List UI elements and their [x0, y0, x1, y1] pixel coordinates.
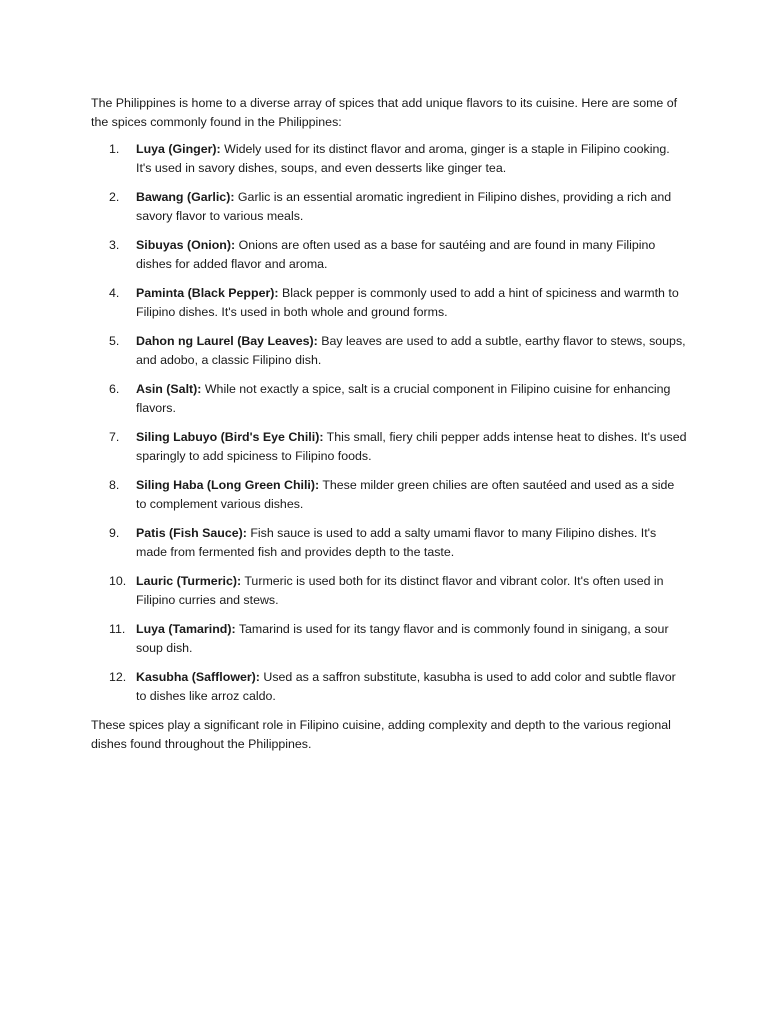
list-item [91, 332, 688, 370]
spice-description: Fish sauce is used to add a salty umami flavor to many Filipino dishes. It's made from fermented fish and provides depth to the taste. [136, 526, 657, 559]
list-item [91, 524, 688, 562]
list-item-number: 7. [109, 430, 120, 444]
list-item [91, 428, 688, 466]
spice-description: These milder green chilies are often sautéed and used as a side to complement various dishes. [136, 478, 675, 511]
list-item [91, 284, 688, 322]
list-item-number: 5. [109, 334, 120, 348]
spice-description: Bay leaves are used to add a subtle, earthy flavor to stews, soups, and adobo, a classic Filipino dish. [136, 334, 686, 367]
spice-name: Lauric (Turmeric): [136, 574, 242, 588]
list-item [91, 620, 688, 658]
list-item [91, 380, 688, 418]
spice-description: Onions are often used as a base for sautéing and are found in many Filipino dishes for added flavor and aroma. [136, 238, 656, 271]
list-item-number: 9. [109, 526, 120, 540]
list-item-number: 3. [109, 238, 120, 252]
spice-description: Widely used for its distinct flavor and aroma, ginger is a staple in Filipino cooking. It's used in savory dishes, soups, and even desserts like ginger tea. [136, 142, 670, 175]
list-item-number: 12. [109, 670, 127, 684]
spice-name: Asin (Salt): [136, 382, 202, 396]
list-item [91, 572, 688, 610]
spice-description: While not exactly a spice, salt is a crucial component in Filipino cuisine for enhancing flavors. [136, 382, 671, 415]
spice-description: Used as a saffron substitute, kasubha is used to add color and subtle flavor to dishes like arroz caldo. [136, 670, 676, 703]
list-item [91, 140, 688, 178]
spice-description: Garlic is an essential aromatic ingredient in Filipino dishes, providing a rich and savory flavor to various meals. [136, 190, 672, 223]
intro-paragraph: The Philippines is home to a diverse array of spices that add unique flavors to its cuisine. Here are some of the spices commonly found in the Philippines: [91, 96, 678, 129]
list-item-number: 6. [109, 382, 120, 396]
spice-name: Kasubha (Safflower): [136, 670, 260, 684]
list-item-number: 4. [109, 286, 120, 300]
spice-description: Tamarind is used for its tangy flavor and is commonly found in sinigang, a sour soup dish. [136, 622, 669, 655]
spice-name: Luya (Tamarind): [136, 622, 236, 636]
spice-description: Black pepper is commonly used to add a hint of spiciness and warmth to Filipino dishes. It's used in both whole and ground forms. [136, 286, 679, 319]
list-item [91, 236, 688, 274]
list-item-number: 1. [109, 142, 120, 156]
spice-name: Patis (Fish Sauce): [136, 526, 247, 540]
list-item-number: 2. [109, 190, 120, 204]
spice-name: Bawang (Garlic): [136, 190, 235, 204]
list-item-number: 8. [109, 478, 120, 492]
list-item [91, 668, 688, 706]
spice-name: Dahon ng Laurel (Bay Leaves): [136, 334, 318, 348]
spice-name: Siling Haba (Long Green Chili): [136, 478, 320, 492]
list-item-number: 11. [109, 622, 126, 636]
spice-name: Siling Labuyo (Bird's Eye Chili): [136, 430, 324, 444]
closing-paragraph: These spices play a significant role in Filipino cuisine, adding complexity and depth to the various regional dishes found throughout the Philippines. [91, 718, 671, 751]
spice-description: This small, fiery chili pepper adds intense heat to dishes. It's used sparingly to add spiciness to Filipino foods. [136, 430, 687, 463]
list-item [91, 188, 688, 226]
spice-description: Turmeric is used both for its distinct flavor and vibrant color. It's often used in Filipino curries and stews. [136, 574, 664, 607]
spice-name: Luya (Ginger): [136, 142, 221, 156]
list-item-number: 10. [109, 574, 127, 588]
spice-list [91, 140, 688, 706]
list-item [91, 476, 688, 514]
spice-name: Sibuyas (Onion): [136, 238, 236, 252]
spice-name: Paminta (Black Pepper): [136, 286, 279, 300]
